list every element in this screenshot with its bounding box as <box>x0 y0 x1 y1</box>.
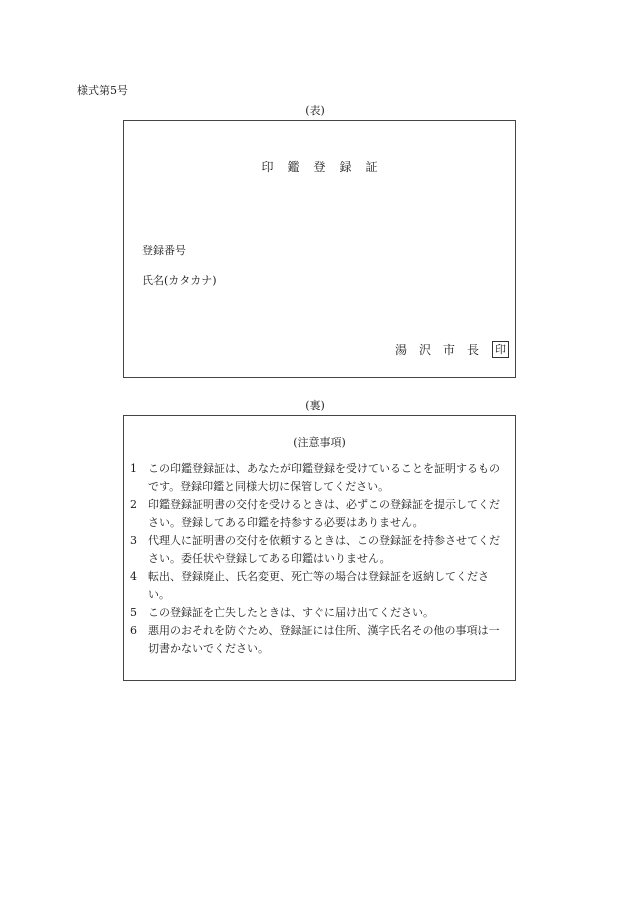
note-text: 転出、登録廃止、氏名変更、死亡等の場合は登録証を返納してください。 <box>148 570 489 601</box>
note-number: 5 <box>130 606 137 619</box>
notes-list <box>130 460 508 658</box>
name-katakana-label: 氏名(カタカナ) <box>142 274 217 287</box>
note-text: 印鑑登録証明書の交付を受けるときは、必ずこの登録証を提示してください。登録してある印鑑を持参する必要はありません。 <box>148 498 500 529</box>
note-text: この登録証を亡失したときは、すぐに届け出てください。 <box>148 606 434 619</box>
note-item <box>130 496 508 532</box>
note-item <box>130 622 508 658</box>
official-seal-icon: 印 <box>492 341 509 358</box>
issuer-title: 湯沢市長 <box>394 342 491 357</box>
note-item <box>130 604 508 622</box>
note-item <box>130 532 508 568</box>
certificate-front <box>123 120 516 378</box>
certificate-title: 印鑑登録証 <box>261 160 392 174</box>
note-text: 代理人に証明書の交付を依頼するときは、この登録証を持参させてください。委任状や登録してある印鑑はいりません。 <box>148 534 500 565</box>
note-number: 1 <box>130 462 137 475</box>
front-side-label: (表) <box>305 104 325 117</box>
note-number: 4 <box>130 570 137 583</box>
issuer-line <box>395 341 509 358</box>
note-item <box>130 568 508 604</box>
notes-heading: (注意事項) <box>293 436 346 449</box>
certificate-back <box>123 415 516 681</box>
note-text: この印鑑登録証は、あなたが印鑑登録を受けていることを証明するものです。登録印鑑と同様大切に保管してください。 <box>148 462 500 493</box>
note-item <box>130 460 508 496</box>
registration-number-label: 登録番号 <box>142 244 186 257</box>
note-number: 6 <box>130 624 137 637</box>
note-number: 3 <box>130 534 137 547</box>
note-text: 悪用のおそれを防ぐため、登録証には住所、漢字氏名その他の事項は一切書かないでください。 <box>148 624 500 655</box>
back-side-label: (裏) <box>305 399 325 412</box>
form-number: 様式第5号 <box>77 84 128 97</box>
note-number: 2 <box>130 498 137 511</box>
